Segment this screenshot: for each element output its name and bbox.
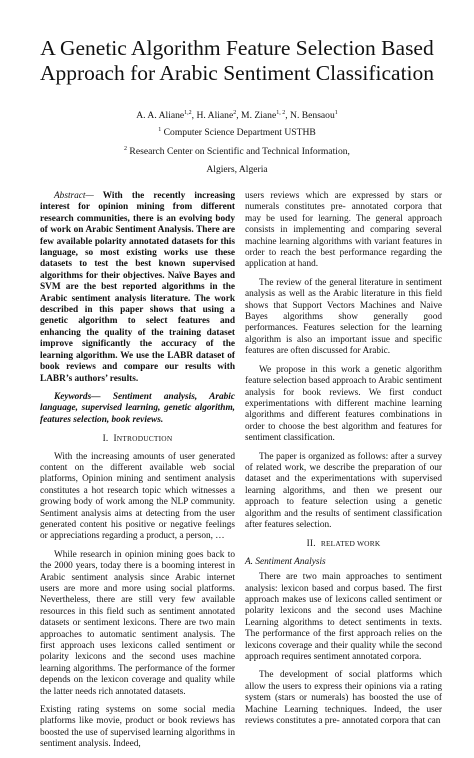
author-list (0, 110, 474, 122)
author-2-affil: 2 (233, 110, 237, 116)
author-2: , H. Aliane (191, 110, 234, 121)
right-paragraph-3: We propose in this work a genetic algorithm feature selection based approach to Arabic sentiment analysis for book reviews. We first conduct experimentations with different machine learning algorithms and different features combinations in order to choose the best algorithm and features for sentiment classification. (245, 364, 442, 444)
affiliation-1 (0, 127, 474, 139)
related-paragraph-1: There are two main approaches to sentiment analysis: lexicon based and corpus based. The first approach makes use of lexicons called sentiment or polarity lexicons and the second uses Machine Learning algorithms to detect sentiments in texts. The performance of the first approach relies on the lexicons coverage and their quality while the second approach requires sentiment annotated corpora. (245, 572, 442, 663)
keywords (40, 392, 235, 426)
author-4: , N. Bensaou (285, 110, 335, 121)
affiliation-1-text: Computer Science Department USTHB (161, 127, 316, 138)
affiliation-1-mark: 1 (158, 127, 162, 133)
keywords-text: Sentiment analysis, Arabic language, supervised learning, genetic algorithm, features selection, book reviews. (40, 391, 235, 425)
intro-paragraph-2: While research in opinion mining goes back to the 2000 years, today there is a booming interest in Arabic sentiment analysis since Arabic internet users are more and more using social platforms. Nevertheless, there are still very few available resources in this field such as sentiment annotated datasets or sentiment lexicons. There are two main approaches to automatic sentiment analysis. The first approach uses lexicons called sentiment or polarity lexicons and the second uses machine learning algorithms. The performance of the former depends on the lexicon coverage and quality while the latter needs rich annotated datasets. (40, 549, 235, 697)
abstract (40, 191, 235, 385)
related-paragraph-2: The development of social platforms which allow the users to express their opinions via a rating system (stars or numerals) has boosted the use of Machine Learning techniques. Indeed, the user reviews constitutes a pre- annotated corpora that can (245, 670, 442, 727)
abstract-text: With the recently increasing interest for opinion mining from different research communities, there is an evolving body of work on Arabic Sentiment Analysis. There are few available polarity annotated datasets for this language, so most existing works use these datasets to test the best known supervised algorithms for their objectives. Naïve Bayes and SVM are the best reported algorithms in the Arabic sentiment analysis literature. The work described in this paper shows that using a genetic algorithm to select features and enhancing the quality of the training dataset improve significantly the accuracy of the learning algorithm. We use the LABR dataset of book reviews and compare our results with LABR’s authors’ results. (40, 191, 235, 384)
right-paragraph-4: The paper is organized as follows: after a survey of related work, we describe the preparation of our dataset and the experimentations with supervised learning algorithms, and then we present our approach to feature selection using a genetic algorithm and the results of sentiment classification after features selection. (245, 451, 442, 530)
subsection-heading-sentiment-analysis: A. Sentiment Analysis (245, 556, 326, 567)
affiliation-2 (0, 146, 474, 158)
title-line-2: Approach for Arabic Sentiment Classification (39, 61, 435, 85)
intro-paragraph-1: With the increasing amounts of user generated content on the different available web social platforms, Opinion mining and sentiment analysis constitutes a hot research topic which witnesses a growing body of work among the NLP community. Sentiment analysis aims at detecting from the user generated content his positive or negative feelings or appreciations regarding a product, a person, … (40, 451, 235, 542)
right-column (245, 191, 442, 734)
author-1: A. A. Aliane (136, 110, 185, 121)
section-heading-introduction: I. INTRODUCTION (102, 434, 173, 445)
author-3: , M. Ziane (236, 110, 277, 121)
keywords-label: Keywords— (54, 391, 101, 402)
section-heading-related-work: II. RELATED WORK (306, 539, 381, 550)
affiliation-location: Algiers, Algeria (206, 164, 268, 175)
author-3-affil: 1, 2 (276, 110, 286, 116)
author-4-affil: 1 (334, 110, 338, 116)
title-line-1: A Genetic Algorithm Feature Selection Based (40, 36, 434, 60)
paper-title (0, 36, 474, 86)
abstract-label: Abstract— (54, 191, 94, 201)
affiliation-2-text: Research Center on Scientific and Technical Information, (127, 146, 350, 157)
intro-paragraph-3: Existing rating systems on some social media platforms like movie, product or book reviews has boosted the use of supervised learning algorithms in sentiment analysis. Indeed, (40, 705, 235, 750)
right-paragraph-1: users reviews which are expressed by stars or numerals constitutes pre- annotated corpora that may be used for learning. The general approach consists in implementing and comparing several machine learning algorithms with variant features in order to reach the best performance regarding the application at hand. (245, 191, 442, 270)
right-paragraph-2: The review of the general literature in sentiment analysis as well as the Arabic literature in this field shows that Support Vectors Machines and Naive Bayes algorithms show generally good performances. Features selection for the learning algorithm is also an important issue and specific features are often discussed for Arabic. (245, 277, 442, 357)
author-1-affil: 1,2 (184, 110, 192, 116)
affiliation-2-mark: 2 (124, 146, 128, 152)
left-column (40, 191, 235, 758)
